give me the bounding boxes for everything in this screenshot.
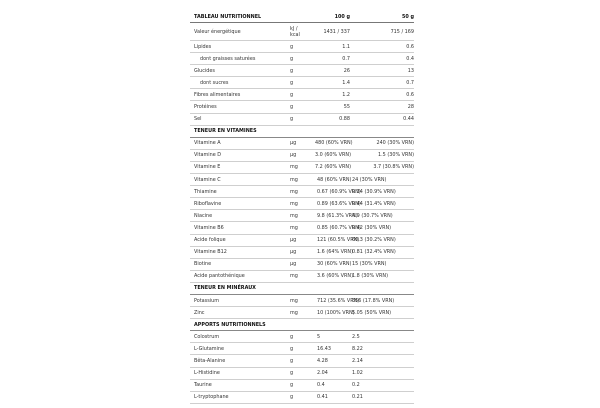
dont-graisses-saturees-unit: g xyxy=(290,53,315,65)
vitamine-b6-value-100g: 0.85 (60.7% VRN) xyxy=(315,222,352,234)
table-row-zinc xyxy=(190,307,414,319)
vitamine-e-unit: mg xyxy=(290,161,315,173)
table-row-fibres-alimentaires xyxy=(190,89,414,101)
section-header xyxy=(190,319,414,331)
table-row-vitamine-d xyxy=(190,149,414,161)
table-row-proteines xyxy=(190,101,414,113)
table-row-l-tryptophane xyxy=(190,391,414,403)
glucides-value-50g: 13 xyxy=(352,65,414,77)
niacine-label: Niacine xyxy=(190,210,290,222)
table-row-riboflavine xyxy=(190,198,414,210)
l-tryptophane-value-50g: 0.21 xyxy=(352,391,414,403)
table-row-vitamine-e xyxy=(190,161,414,173)
l-glutamine-unit: g xyxy=(290,343,315,355)
acide-pantothenique-label: Acide pantothénique xyxy=(190,270,290,282)
vitamine-b12-label: Vitamine B12 xyxy=(190,246,290,258)
biotine-value-50g: 15 (30% VRN) xyxy=(352,258,414,270)
table-row-potassium xyxy=(190,294,414,306)
vitamine-c-value-100g: 48 (60% VRN) xyxy=(315,174,352,186)
l-glutamine-label: L-Glutamine xyxy=(190,343,290,355)
energy-unit xyxy=(290,23,315,41)
niacine-value-50g: 4.9 (30.7% VRN) xyxy=(352,210,414,222)
l-tryptophane-unit: g xyxy=(290,391,315,403)
acide-folique-unit: µg xyxy=(290,234,315,246)
colostrum-unit: g xyxy=(290,331,315,343)
vitamine-e-value-100g: 7.2 (60% VRN) xyxy=(315,161,352,173)
acide-folique-value-50g: 60.3 (30.2% VRN) xyxy=(352,234,414,246)
zinc-value-100g: 10 (100% VRN) xyxy=(315,307,352,319)
biotine-label: Biotine xyxy=(190,258,290,270)
vitamine-b6-unit: mg xyxy=(290,222,315,234)
table-row-l-histidine xyxy=(190,367,414,379)
energy-value-50g: 715 / 169 xyxy=(352,23,414,41)
colostrum-value-100g: 5 xyxy=(315,331,352,343)
zinc-unit: mg xyxy=(290,307,315,319)
l-tryptophane-value-100g: 0.41 xyxy=(315,391,352,403)
riboflavine-label: Riboflavine xyxy=(190,198,290,210)
section-title: TENEUR EN MINÉRAUX xyxy=(190,282,414,294)
l-histidine-label: L-Histidine xyxy=(190,367,290,379)
energy-row xyxy=(190,23,414,41)
vitamine-a-unit: µg xyxy=(290,137,315,149)
table-row-biotine xyxy=(190,258,414,270)
vitamine-b12-unit: µg xyxy=(290,246,315,258)
table-row-dont-graisses-saturees xyxy=(190,53,414,65)
table-row-vitamine-c xyxy=(190,174,414,186)
vitamine-b6-value-50g: 0.42 (30% VRN) xyxy=(352,222,414,234)
dont-graisses-saturees-label: dont graisses saturées xyxy=(190,53,290,65)
vitamine-d-unit: µg xyxy=(290,149,315,161)
vitamine-c-value-50g: 24 (30% VRN) xyxy=(352,174,414,186)
potassium-value-100g: 712 (35.6% VRN) xyxy=(315,294,352,306)
sel-value-100g: 0.88 xyxy=(315,113,352,125)
thiamine-unit: mg xyxy=(290,186,315,198)
colostrum-value-50g: 2.5 xyxy=(352,331,414,343)
unit-header xyxy=(290,11,315,23)
sel-label: Sel xyxy=(190,113,290,125)
potassium-unit: mg xyxy=(290,294,315,306)
glucides-value-100g: 26 xyxy=(315,65,352,77)
acide-folique-label: Acide folique xyxy=(190,234,290,246)
acide-folique-value-100g: 121 (60.5% VRN) xyxy=(315,234,352,246)
glucides-label: Glucides xyxy=(190,65,290,77)
fibres-alimentaires-value-100g: 1.2 xyxy=(315,89,352,101)
section-header xyxy=(190,282,414,294)
section-header xyxy=(190,125,414,137)
table-row-vitamine-a xyxy=(190,137,414,149)
table-row-colostrum xyxy=(190,331,414,343)
table-row-sel xyxy=(190,113,414,125)
vitamine-e-label: Vitamine E xyxy=(190,161,290,173)
section-title: TENEUR EN VITAMINES xyxy=(190,125,414,137)
taurine-label: Taurine xyxy=(190,379,290,391)
table-row-thiamine xyxy=(190,186,414,198)
thiamine-label: Thiamine xyxy=(190,186,290,198)
vitamine-b12-value-100g: 1.6 (64% VRN) xyxy=(315,246,352,258)
dont-graisses-saturees-value-50g: 0.4 xyxy=(352,53,414,65)
taurine-unit: g xyxy=(290,379,315,391)
zinc-value-50g: 5.05 (50% VRN) xyxy=(352,307,414,319)
riboflavine-unit: mg xyxy=(290,198,315,210)
table-title: TABLEAU NUTRITIONNEL xyxy=(190,11,290,23)
beta-alanine-value-100g: 4.28 xyxy=(315,355,352,367)
vitamine-a-value-50g: 240 (30% VRN) xyxy=(352,137,414,149)
table-row-acide-folique xyxy=(190,234,414,246)
sel-value-50g: 0.44 xyxy=(352,113,414,125)
biotine-value-100g: 30 (60% VRN) xyxy=(315,258,352,270)
proteines-unit: g xyxy=(290,101,315,113)
glucides-unit: g xyxy=(290,65,315,77)
table-row-glucides xyxy=(190,65,414,77)
beta-alanine-value-50g: 2.14 xyxy=(352,355,414,367)
table-row-vitamine-b12 xyxy=(190,246,414,258)
l-histidine-value-50g: 1.02 xyxy=(352,367,414,379)
niacine-unit: mg xyxy=(290,210,315,222)
l-histidine-unit: g xyxy=(290,367,315,379)
vitamine-d-label: Vitamine D xyxy=(190,149,290,161)
table-row-l-glutamine xyxy=(190,343,414,355)
table-row-taurine xyxy=(190,379,414,391)
niacine-value-100g: 9.8 (61.3% VRN) xyxy=(315,210,352,222)
lipides-label: Lipides xyxy=(190,41,290,53)
l-glutamine-value-100g: 16.43 xyxy=(315,343,352,355)
riboflavine-value-100g: 0.89 (63.6% VRN) xyxy=(315,198,352,210)
vitamine-a-value-100g: 480 (60% VRN) xyxy=(315,137,352,149)
fibres-alimentaires-unit: g xyxy=(290,89,315,101)
lipides-value-50g: 0.6 xyxy=(352,41,414,53)
taurine-value-50g: 0.2 xyxy=(352,379,414,391)
energy-label: Valeur énergétique xyxy=(190,23,290,41)
acide-pantothenique-value-50g: 1.8 (30% VRN) xyxy=(352,270,414,282)
vitamine-c-label: Vitamine C xyxy=(190,174,290,186)
energy-unit-kj: kJ / xyxy=(290,25,298,32)
col-50g-header: 50 g xyxy=(352,11,414,23)
dont-sucres-value-100g: 1.4 xyxy=(315,77,352,89)
vitamine-d-value-100g: 3.0 (60% VRN) xyxy=(315,149,352,161)
riboflavine-value-50g: 0.44 (31.4% VRN) xyxy=(352,198,414,210)
vitamine-c-unit: mg xyxy=(290,174,315,186)
fibres-alimentaires-label: Fibres alimentaires xyxy=(190,89,290,101)
vitamine-a-label: Vitamine A xyxy=(190,137,290,149)
beta-alanine-unit: g xyxy=(290,355,315,367)
table-row-lipides xyxy=(190,41,414,53)
biotine-unit: µg xyxy=(290,258,315,270)
section-title: APPORTS NUTRITIONNELS xyxy=(190,319,414,331)
dont-graisses-saturees-value-100g: 0.7 xyxy=(315,53,352,65)
sel-unit: g xyxy=(290,113,315,125)
vitamine-b12-value-50g: 0.81 (32.4% VRN) xyxy=(352,246,414,258)
proteines-value-100g: 55 xyxy=(315,101,352,113)
energy-value-100g: 1431 / 337 xyxy=(315,23,352,41)
lipides-value-100g: 1.1 xyxy=(315,41,352,53)
col-100g-header: 100 g xyxy=(315,11,352,23)
potassium-label: Potassium xyxy=(190,294,290,306)
thiamine-value-100g: 0.67 (60.9% VRN) xyxy=(315,186,352,198)
dont-sucres-unit: g xyxy=(290,77,315,89)
table-row-dont-sucres xyxy=(190,77,414,89)
energy-unit-kcal: kcal xyxy=(290,31,300,38)
table-row-niacine xyxy=(190,210,414,222)
table-row-vitamine-b6 xyxy=(190,222,414,234)
table-header-row xyxy=(190,11,414,23)
fibres-alimentaires-value-50g: 0.6 xyxy=(352,89,414,101)
acide-pantothenique-value-100g: 3.6 (60% VRN) xyxy=(315,270,352,282)
l-tryptophane-label: L-tryptophane xyxy=(190,391,290,403)
table-row-acide-pantothenique xyxy=(190,270,414,282)
thiamine-value-50g: 0.34 (30.9% VRN) xyxy=(352,186,414,198)
taurine-value-100g: 0.4 xyxy=(315,379,352,391)
proteines-value-50g: 28 xyxy=(352,101,414,113)
vitamine-e-value-50g: 3.7 (30.8% VRN) xyxy=(352,161,414,173)
vitamine-b6-label: Vitamine B6 xyxy=(190,222,290,234)
dont-sucres-label: dont sucres xyxy=(190,77,290,89)
proteines-label: Protéines xyxy=(190,101,290,113)
potassium-value-50g: 356 (17.8% VRN) xyxy=(352,294,414,306)
nutrition-table xyxy=(190,11,414,404)
zinc-label: Zinc xyxy=(190,307,290,319)
lipides-unit: g xyxy=(290,41,315,53)
l-glutamine-value-50g: 8.22 xyxy=(352,343,414,355)
acide-pantothenique-unit: mg xyxy=(290,270,315,282)
beta-alanine-label: Bêta-Alanine xyxy=(190,355,290,367)
dont-sucres-value-50g: 0.7 xyxy=(352,77,414,89)
colostrum-label: Colostrum xyxy=(190,331,290,343)
table-row-beta-alanine xyxy=(190,355,414,367)
l-histidine-value-100g: 2.04 xyxy=(315,367,352,379)
vitamine-d-value-50g: 1.5 (30% VRN) xyxy=(352,149,414,161)
